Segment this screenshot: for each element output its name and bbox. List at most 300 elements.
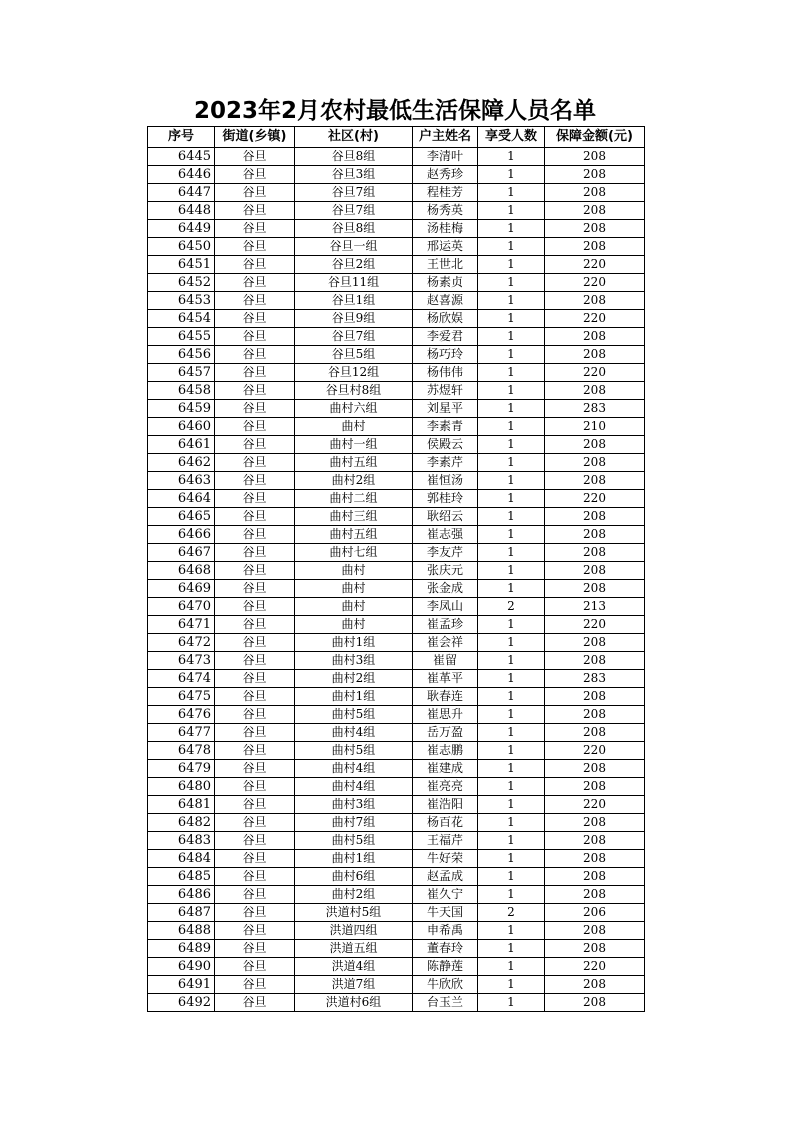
people-count-cell: 1 [478,148,545,166]
seq-cell: 6448 [148,202,215,220]
table-body [148,148,645,1012]
householder-cell: 苏煜轩 [413,382,478,400]
people-count-cell: 1 [478,418,545,436]
people-count-cell: 1 [478,328,545,346]
amount-cell: 208 [545,220,645,238]
seq-cell: 6465 [148,508,215,526]
table-row [148,904,645,922]
table-row [148,508,645,526]
amount-cell: 208 [545,436,645,454]
people-count-cell: 1 [478,850,545,868]
street-cell: 谷旦 [215,562,295,580]
seq-cell: 6472 [148,634,215,652]
community-cell: 谷旦7组 [295,202,413,220]
community-cell: 曲村4组 [295,760,413,778]
householder-cell: 张金成 [413,580,478,598]
amount-cell: 208 [545,778,645,796]
householder-cell: 李凤山 [413,598,478,616]
people-count-cell: 1 [478,832,545,850]
community-cell: 曲村二组 [295,490,413,508]
table-row [148,814,645,832]
table-row [148,796,645,814]
amount-cell: 208 [545,148,645,166]
table-row [148,184,645,202]
street-cell: 谷旦 [215,526,295,544]
amount-cell: 220 [545,274,645,292]
street-cell: 谷旦 [215,850,295,868]
street-cell: 谷旦 [215,904,295,922]
street-cell: 谷旦 [215,940,295,958]
seq-cell: 6474 [148,670,215,688]
householder-cell: 崔浩阳 [413,796,478,814]
header-people-count: 享受人数 [478,127,545,148]
people-count-cell: 1 [478,346,545,364]
householder-cell: 杨伟伟 [413,364,478,382]
amount-cell: 208 [545,760,645,778]
beneficiary-table [147,126,645,1012]
street-cell: 谷旦 [215,238,295,256]
table-header-row [148,127,645,148]
community-cell: 谷旦7组 [295,184,413,202]
seq-cell: 6476 [148,706,215,724]
table-row [148,850,645,868]
table-row [148,742,645,760]
householder-cell: 牛欣欣 [413,976,478,994]
amount-cell: 206 [545,904,645,922]
table-row [148,922,645,940]
community-cell: 谷旦一组 [295,238,413,256]
amount-cell: 208 [545,814,645,832]
table-row [148,706,645,724]
people-count-cell: 1 [478,778,545,796]
table-row [148,580,645,598]
householder-cell: 王福芹 [413,832,478,850]
community-cell: 谷旦12组 [295,364,413,382]
header-street: 街道(乡镇) [215,127,295,148]
people-count-cell: 1 [478,382,545,400]
householder-cell: 赵孟成 [413,868,478,886]
householder-cell: 汤桂梅 [413,220,478,238]
header-community: 社区(村) [295,127,413,148]
amount-cell: 208 [545,976,645,994]
table-row [148,544,645,562]
amount-cell: 208 [545,850,645,868]
amount-cell: 208 [545,508,645,526]
table-row [148,976,645,994]
amount-cell: 208 [545,292,645,310]
householder-cell: 崔会祥 [413,634,478,652]
householder-cell: 崔志强 [413,526,478,544]
people-count-cell: 1 [478,814,545,832]
street-cell: 谷旦 [215,688,295,706]
table-row [148,364,645,382]
householder-cell: 张庆元 [413,562,478,580]
table-row [148,832,645,850]
people-count-cell: 1 [478,310,545,328]
street-cell: 谷旦 [215,346,295,364]
people-count-cell: 1 [478,256,545,274]
householder-cell: 王世北 [413,256,478,274]
table-row [148,490,645,508]
table-row [148,598,645,616]
table-row [148,724,645,742]
seq-cell: 6490 [148,958,215,976]
seq-cell: 6459 [148,400,215,418]
community-cell: 曲村6组 [295,868,413,886]
householder-cell: 申希禹 [413,922,478,940]
amount-cell: 213 [545,598,645,616]
community-cell: 谷旦8组 [295,220,413,238]
amount-cell: 208 [545,724,645,742]
seq-cell: 6455 [148,328,215,346]
seq-cell: 6482 [148,814,215,832]
community-cell: 洪道四组 [295,922,413,940]
householder-cell: 陈静莲 [413,958,478,976]
community-cell: 曲村3组 [295,652,413,670]
community-cell: 谷旦7组 [295,328,413,346]
seq-cell: 6489 [148,940,215,958]
householder-cell: 崔建成 [413,760,478,778]
amount-cell: 283 [545,400,645,418]
header-householder: 户主姓名 [413,127,478,148]
community-cell: 曲村 [295,562,413,580]
street-cell: 谷旦 [215,328,295,346]
people-count-cell: 1 [478,652,545,670]
householder-cell: 耿绍云 [413,508,478,526]
amount-cell: 208 [545,994,645,1012]
seq-cell: 6471 [148,616,215,634]
table-row [148,886,645,904]
table-row [148,292,645,310]
people-count-cell: 1 [478,796,545,814]
street-cell: 谷旦 [215,814,295,832]
seq-cell: 6467 [148,544,215,562]
seq-cell: 6486 [148,886,215,904]
community-cell: 洪道4组 [295,958,413,976]
people-count-cell: 1 [478,166,545,184]
people-count-cell: 1 [478,472,545,490]
community-cell: 曲村七组 [295,544,413,562]
seq-cell: 6484 [148,850,215,868]
community-cell: 洪道村5组 [295,904,413,922]
community-cell: 谷旦1组 [295,292,413,310]
community-cell: 谷旦3组 [295,166,413,184]
community-cell: 洪道五组 [295,940,413,958]
street-cell: 谷旦 [215,256,295,274]
street-cell: 谷旦 [215,544,295,562]
table-row [148,436,645,454]
table-row [148,310,645,328]
householder-cell: 程桂芳 [413,184,478,202]
table-row [148,202,645,220]
street-cell: 谷旦 [215,616,295,634]
seq-cell: 6446 [148,166,215,184]
people-count-cell: 1 [478,616,545,634]
table-row [148,634,645,652]
amount-cell: 208 [545,238,645,256]
table-row [148,400,645,418]
street-cell: 谷旦 [215,220,295,238]
amount-cell: 220 [545,742,645,760]
seq-cell: 6447 [148,184,215,202]
seq-cell: 6483 [148,832,215,850]
street-cell: 谷旦 [215,292,295,310]
amount-cell: 210 [545,418,645,436]
community-cell: 曲村2组 [295,472,413,490]
community-cell: 曲村六组 [295,400,413,418]
community-cell: 曲村1组 [295,634,413,652]
table-row [148,220,645,238]
people-count-cell: 1 [478,364,545,382]
seq-cell: 6481 [148,796,215,814]
street-cell: 谷旦 [215,796,295,814]
table-row [148,670,645,688]
street-cell: 谷旦 [215,436,295,454]
street-cell: 谷旦 [215,472,295,490]
community-cell: 洪道7组 [295,976,413,994]
community-cell: 曲村4组 [295,724,413,742]
street-cell: 谷旦 [215,922,295,940]
seq-cell: 6451 [148,256,215,274]
people-count-cell: 1 [478,454,545,472]
seq-cell: 6461 [148,436,215,454]
people-count-cell: 1 [478,868,545,886]
people-count-cell: 1 [478,922,545,940]
seq-cell: 6480 [148,778,215,796]
table-row [148,382,645,400]
seq-cell: 6466 [148,526,215,544]
community-cell: 谷旦11组 [295,274,413,292]
table-row [148,256,645,274]
street-cell: 谷旦 [215,868,295,886]
community-cell: 谷旦8组 [295,148,413,166]
householder-cell: 刘星平 [413,400,478,418]
people-count-cell: 1 [478,202,545,220]
amount-cell: 208 [545,166,645,184]
street-cell: 谷旦 [215,148,295,166]
street-cell: 谷旦 [215,580,295,598]
seq-cell: 6458 [148,382,215,400]
amount-cell: 208 [545,328,645,346]
people-count-cell: 1 [478,634,545,652]
street-cell: 谷旦 [215,202,295,220]
amount-cell: 208 [545,580,645,598]
householder-cell: 崔恒汤 [413,472,478,490]
householder-cell: 李素芹 [413,454,478,472]
householder-cell: 杨素贞 [413,274,478,292]
amount-cell: 220 [545,490,645,508]
community-cell: 曲村7组 [295,814,413,832]
header-amount: 保障金额(元) [545,127,645,148]
people-count-cell: 1 [478,706,545,724]
amount-cell: 208 [545,706,645,724]
table-row [148,778,645,796]
people-count-cell: 1 [478,742,545,760]
community-cell: 曲村1组 [295,850,413,868]
people-count-cell: 1 [478,490,545,508]
people-count-cell: 1 [478,238,545,256]
seq-cell: 6453 [148,292,215,310]
people-count-cell: 1 [478,670,545,688]
table-row [148,472,645,490]
people-count-cell: 1 [478,274,545,292]
street-cell: 谷旦 [215,886,295,904]
community-cell: 曲村 [295,580,413,598]
people-count-cell: 1 [478,886,545,904]
street-cell: 谷旦 [215,454,295,472]
seq-cell: 6445 [148,148,215,166]
community-cell: 谷旦9组 [295,310,413,328]
amount-cell: 208 [545,202,645,220]
householder-cell: 李清叶 [413,148,478,166]
table-row [148,238,645,256]
people-count-cell: 1 [478,526,545,544]
amount-cell: 208 [545,346,645,364]
street-cell: 谷旦 [215,976,295,994]
community-cell: 曲村3组 [295,796,413,814]
seq-cell: 6457 [148,364,215,382]
amount-cell: 220 [545,958,645,976]
table-row [148,868,645,886]
seq-cell: 6469 [148,580,215,598]
seq-cell: 6487 [148,904,215,922]
householder-cell: 杨巧玲 [413,346,478,364]
table-row [148,940,645,958]
street-cell: 谷旦 [215,382,295,400]
householder-cell: 崔留 [413,652,478,670]
amount-cell: 220 [545,616,645,634]
householder-cell: 崔志鹏 [413,742,478,760]
header-seq: 序号 [148,127,215,148]
seq-cell: 6470 [148,598,215,616]
street-cell: 谷旦 [215,184,295,202]
street-cell: 谷旦 [215,364,295,382]
amount-cell: 208 [545,382,645,400]
householder-cell: 郭桂玲 [413,490,478,508]
people-count-cell: 1 [478,400,545,418]
amount-cell: 283 [545,670,645,688]
householder-cell: 崔思升 [413,706,478,724]
people-count-cell: 2 [478,904,545,922]
street-cell: 谷旦 [215,490,295,508]
amount-cell: 208 [545,634,645,652]
seq-cell: 6488 [148,922,215,940]
amount-cell: 208 [545,940,645,958]
people-count-cell: 1 [478,760,545,778]
seq-cell: 6454 [148,310,215,328]
seq-cell: 6449 [148,220,215,238]
people-count-cell: 1 [478,220,545,238]
street-cell: 谷旦 [215,598,295,616]
people-count-cell: 1 [478,688,545,706]
community-cell: 曲村5组 [295,742,413,760]
householder-cell: 赵秀珍 [413,166,478,184]
street-cell: 谷旦 [215,994,295,1012]
seq-cell: 6492 [148,994,215,1012]
amount-cell: 220 [545,310,645,328]
community-cell: 谷旦2组 [295,256,413,274]
seq-cell: 6456 [148,346,215,364]
table-row [148,526,645,544]
table-row [148,418,645,436]
table-row [148,616,645,634]
householder-cell: 杨欣娱 [413,310,478,328]
street-cell: 谷旦 [215,634,295,652]
table-row [148,148,645,166]
householder-cell: 崔久宁 [413,886,478,904]
table-row [148,166,645,184]
amount-cell: 208 [545,544,645,562]
table-row [148,652,645,670]
seq-cell: 6478 [148,742,215,760]
document-title: 2023年2月农村最低生活保障人员名单 [193,98,597,124]
table-row [148,994,645,1012]
street-cell: 谷旦 [215,958,295,976]
amount-cell: 208 [545,184,645,202]
people-count-cell: 1 [478,994,545,1012]
householder-cell: 耿春连 [413,688,478,706]
seq-cell: 6450 [148,238,215,256]
householder-cell: 岳万盈 [413,724,478,742]
amount-cell: 208 [545,454,645,472]
people-count-cell: 1 [478,508,545,526]
householder-cell: 崔孟珍 [413,616,478,634]
householder-cell: 赵喜源 [413,292,478,310]
householder-cell: 崔亮亮 [413,778,478,796]
community-cell: 曲村2组 [295,670,413,688]
people-count-cell: 1 [478,940,545,958]
community-cell: 曲村2组 [295,886,413,904]
community-cell: 曲村1组 [295,688,413,706]
table-row [148,346,645,364]
amount-cell: 208 [545,832,645,850]
amount-cell: 208 [545,922,645,940]
householder-cell: 侯殿云 [413,436,478,454]
householder-cell: 杨百花 [413,814,478,832]
people-count-cell: 2 [478,598,545,616]
table-row [148,760,645,778]
householder-cell: 牛天国 [413,904,478,922]
community-cell: 曲村五组 [295,454,413,472]
seq-cell: 6463 [148,472,215,490]
seq-cell: 6485 [148,868,215,886]
community-cell: 曲村五组 [295,526,413,544]
street-cell: 谷旦 [215,742,295,760]
people-count-cell: 1 [478,958,545,976]
amount-cell: 208 [545,562,645,580]
seq-cell: 6479 [148,760,215,778]
householder-cell: 李素青 [413,418,478,436]
amount-cell: 208 [545,688,645,706]
seq-cell: 6477 [148,724,215,742]
people-count-cell: 1 [478,580,545,598]
community-cell: 曲村一组 [295,436,413,454]
seq-cell: 6468 [148,562,215,580]
householder-cell: 杨秀英 [413,202,478,220]
street-cell: 谷旦 [215,778,295,796]
table-row [148,328,645,346]
seq-cell: 6473 [148,652,215,670]
community-cell: 谷旦5组 [295,346,413,364]
amount-cell: 208 [545,652,645,670]
amount-cell: 208 [545,886,645,904]
street-cell: 谷旦 [215,724,295,742]
table-row [148,958,645,976]
street-cell: 谷旦 [215,706,295,724]
street-cell: 谷旦 [215,652,295,670]
community-cell: 谷旦村8组 [295,382,413,400]
householder-cell: 邢运英 [413,238,478,256]
